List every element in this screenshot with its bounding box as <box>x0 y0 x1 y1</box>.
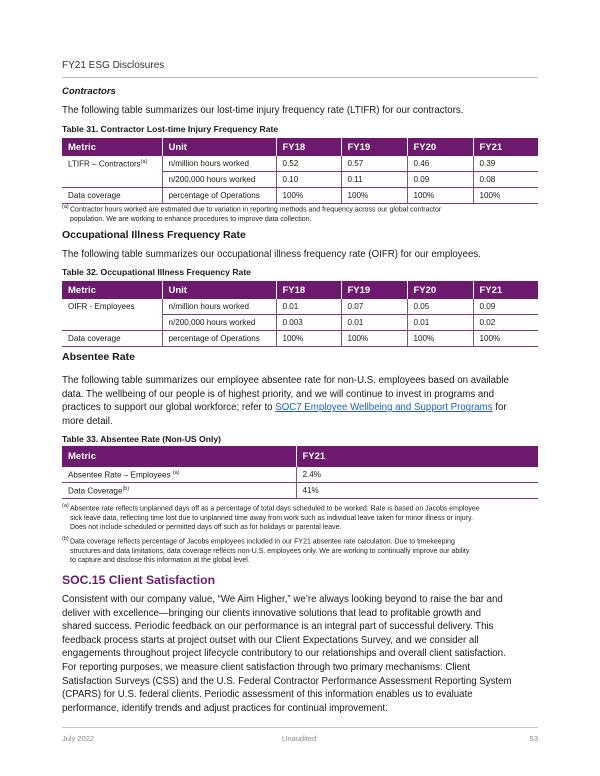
table31-header-row <box>62 138 538 156</box>
footer-divider <box>62 727 538 728</box>
table32-col-fy19: FY19 <box>341 281 407 299</box>
table-cell: 100% <box>341 331 407 347</box>
page-number: 53 <box>529 734 538 743</box>
footer-status: Unaudited <box>282 734 317 743</box>
table-cell-metric: Data coverage <box>62 331 162 347</box>
table-cell-metric: Absentee Rate – Employees $^{(a)}$ <box>62 467 296 483</box>
table-cell: 0.39 <box>473 156 538 172</box>
table-cell-unit: n/million hours worked <box>162 156 276 172</box>
oifr-heading: Occupational Illness Frequency Rate <box>62 229 246 241</box>
table-cell: 2.4% <box>296 467 538 483</box>
table31-caption: Table 31. Contractor Lost-time Injury Frequency Rate <box>62 124 279 134</box>
table-cell: 0.02 <box>473 315 538 331</box>
table-cell: 0.11 <box>341 172 407 188</box>
table-cell: 100% <box>473 331 538 347</box>
table32-col-metric: Metric <box>62 281 162 299</box>
table-row <box>62 172 538 188</box>
table33-footnote-a: (a)Absentee rate reflects unplanned days off as a percentage of total days scheduled to be worked. Rate is based on Jacobs employee sick leave data, reflecting time lost due to unplanned time away from work such as individual leave taken for minor illness or injury. Does not include scheduled or permitted days off such as for holidays or parental leave. <box>62 503 480 531</box>
table32-col-fy18: FY18 <box>276 281 341 299</box>
table-row <box>62 315 538 331</box>
table-cell-unit: n/million hours worked <box>162 299 276 315</box>
table-cell: 0.09 <box>473 299 538 315</box>
table31-col-fy20: FY20 <box>407 138 473 156</box>
table31-col-fy18: FY18 <box>276 138 341 156</box>
soc15-heading: SOC.15 Client Satisfaction <box>62 573 216 587</box>
table-cell: 0.09 <box>407 172 473 188</box>
table31 <box>62 138 538 204</box>
soc15-paragraph-2: For reporting purposes, we measure client satisfaction through two primary mechanisms: Client Satisfaction Surveys (CSS) and the U.S. Federal Contractor Performance Assessment Reporting System (CPARS) for U.S. federal clients. Periodic assessment of this information enables us to evaluate performance, identify trends and adjust practices for continual improvement. <box>62 662 512 714</box>
table-cell: 0.08 <box>473 172 538 188</box>
table-cell-unit: percentage of Operations <box>162 331 276 347</box>
table32-col-fy20: FY20 <box>407 281 473 299</box>
table31-col-unit: Unit <box>162 138 276 156</box>
table-row <box>62 483 538 499</box>
table33-header-row <box>62 446 538 467</box>
table-cell: 0.01 <box>276 299 341 315</box>
table-cell: 0.52 <box>276 156 341 172</box>
header-title: FY21 ESG Disclosures <box>62 60 165 71</box>
table33-footnote-b: (b)Data coverage reflects percentage of Jacobs employees included in our FY21 absentee rate calculation. Due to timekeeping structures and data limitations, data coverage reflects non-U.S. employees only. We are working to continually improve our ability to capture and disclose this information at the global level. <box>62 536 470 564</box>
contractors-intro: The following table summarizes our lost-time injury frequency rate (LTIFR) for our contractors. <box>62 105 464 116</box>
contractors-heading: Contractors <box>62 86 116 97</box>
table32 <box>62 281 538 347</box>
table-row <box>62 188 538 204</box>
table-cell-metric: OIFR - Employees <box>62 299 162 315</box>
absentee-intro: The following table summarizes our employee absentee rate for non-U.S. employees based on available data. The wellbeing of our people is of highest priority, and we will continue to invest in programs and practices to support our global workforce; refer to SOC7 Employee Wellbeing and Support Programs for more detail. <box>62 375 509 427</box>
header-divider <box>62 77 538 78</box>
table31-col-fy19: FY19 <box>341 138 407 156</box>
table-cell: 100% <box>276 331 341 347</box>
table-cell: 100% <box>341 188 407 204</box>
table-cell-unit: n/200,000 hours worked <box>162 315 276 331</box>
table-cell-metric <box>62 172 162 188</box>
table-cell: 0.57 <box>341 156 407 172</box>
table-cell-metric: Data coverage <box>62 188 162 204</box>
table33 <box>62 446 538 499</box>
table-row <box>62 331 538 347</box>
table-cell: 0.46 <box>407 156 473 172</box>
table-cell-metric: Data Coverage$^{(b)}$ <box>62 483 296 499</box>
table-cell: 0.07 <box>341 299 407 315</box>
table33-col-metric: Metric <box>62 446 296 467</box>
footer-date: July 2022 <box>62 734 95 743</box>
table-cell: 0.01 <box>407 315 473 331</box>
absentee-heading: Absentee Rate <box>62 351 135 363</box>
table-cell-metric: LTIFR – Contractors$^{(a)}$ <box>62 156 162 172</box>
table33-caption: Table 33. Absentee Rate (Non-US Only) <box>62 434 222 444</box>
table-row <box>62 156 538 172</box>
table-cell: 41% <box>296 483 538 499</box>
table-cell: 100% <box>407 188 473 204</box>
soc15-paragraph-1: Consistent with our company value, “We Aim Higher,” we’re always looking beyond to raise the bar and deliver with excellence—bringing our clients innovative solutions that lead to profitable growth and shared success. Periodic feedback on our performance is an integral part of successful delivery. This feedback process starts at project outset with our Client Expectations Survey, and we consider all engagements throughout project lifecycle contributory to our relationships and overall client satisfaction. <box>62 594 506 660</box>
table-cell: 100% <box>407 331 473 347</box>
table32-caption: Table 32. Occupational Illness Frequency Rate <box>62 267 251 277</box>
soc7-link[interactable]: SOC7 Employee Wellbeing and Support Programs <box>275 402 493 414</box>
table-cell-metric <box>62 315 162 331</box>
table-row <box>62 467 538 483</box>
table-cell: 100% <box>276 188 341 204</box>
oifr-intro: The following table summarizes our occupational illness frequency rate (OIFR) for our employees. <box>62 249 481 260</box>
table31-col-metric: Metric <box>62 138 162 156</box>
table-cell-unit: n/200,000 hours worked <box>162 172 276 188</box>
table-cell: 0.003 <box>276 315 341 331</box>
table31-footnote: (a)Contractor hours worked are estimated due to variation in reporting methods and frequency across our global contractor population. We are working to enhance procedures to improve data collection. <box>62 204 442 223</box>
table33-col-fy21: FY21 <box>296 446 538 467</box>
table-row <box>62 299 538 315</box>
table-cell-unit: percentage of Operations <box>162 188 276 204</box>
table-cell: 100% <box>473 188 538 204</box>
table32-col-fy21: FY21 <box>473 281 538 299</box>
table32-col-unit: Unit <box>162 281 276 299</box>
table-cell: 0.05 <box>407 299 473 315</box>
table31-col-fy21: FY21 <box>473 138 538 156</box>
table-cell: 0.01 <box>341 315 407 331</box>
table32-header-row <box>62 281 538 299</box>
table-cell: 0.10 <box>276 172 341 188</box>
